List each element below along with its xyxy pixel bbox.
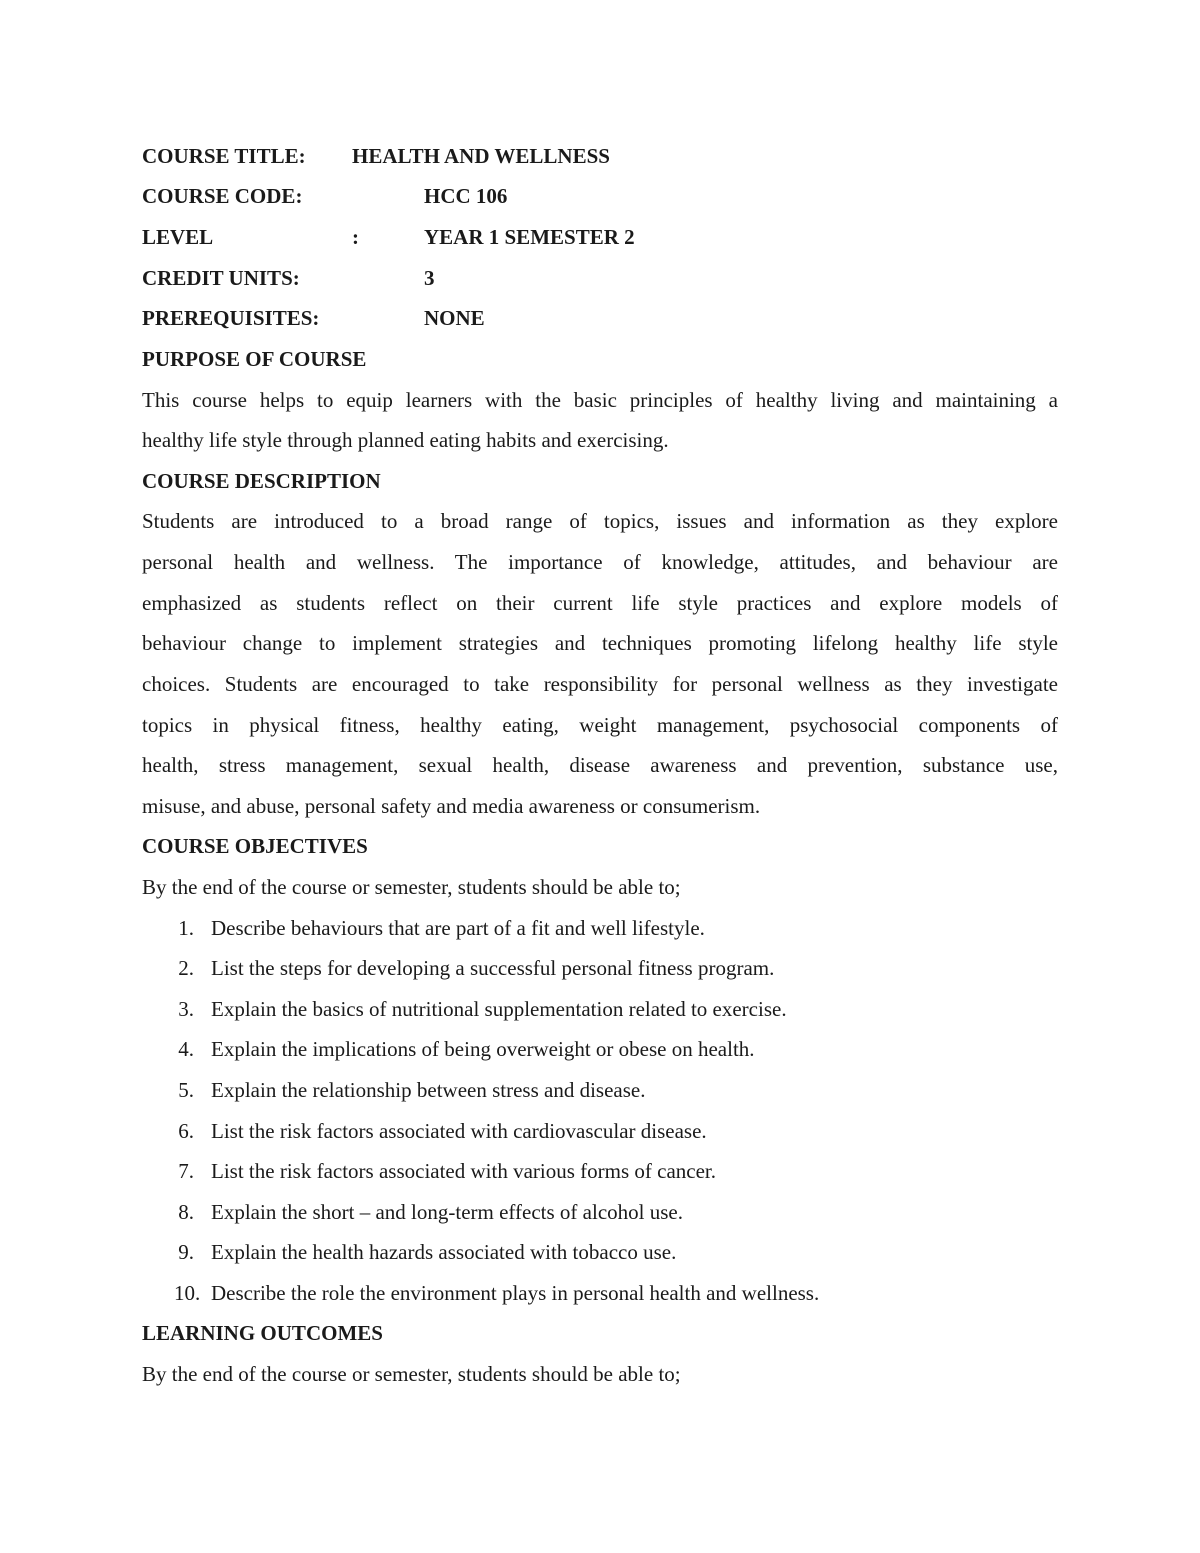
list-item-number: 2. (178, 956, 194, 980)
level-colon: : (352, 225, 359, 249)
list-item-number: 3. (178, 997, 194, 1021)
objectives-heading: COURSE OBJECTIVES (142, 834, 368, 858)
credit-units-label: CREDIT UNITS: (142, 266, 300, 290)
list-item-number: 8. (178, 1200, 194, 1224)
purpose-heading: PURPOSE OF COURSE (142, 347, 367, 371)
list-item-text: Explain the basics of nutritional supplementation related to exercise. (211, 997, 787, 1021)
list-item-text: Explain the health hazards associated with tobacco use. (211, 1240, 677, 1264)
prerequisites-value: NONE (424, 306, 485, 330)
purpose-line: healthy life style through planned eating habits and exercising. (142, 428, 669, 452)
course-code-value: HCC 106 (424, 184, 508, 208)
description-heading: COURSE DESCRIPTION (142, 469, 381, 493)
list-item-number: 9. (178, 1240, 194, 1264)
description-line: misuse, and abuse, personal safety and media awareness or consumerism. (142, 794, 761, 818)
list-item-text: List the risk factors associated with various forms of cancer. (211, 1159, 717, 1183)
list-item-text: Describe the role the environment plays in personal health and wellness. (211, 1281, 820, 1305)
description-line: health, stress management, sexual health, disease awareness and prevention, substance use, (142, 753, 1058, 777)
list-item-number: 6. (178, 1119, 194, 1143)
objectives-intro: By the end of the course or semester, students should be able to; (142, 875, 681, 899)
list-item-text: List the steps for developing a successful personal fitness program. (211, 956, 775, 980)
course-title-value: HEALTH AND WELLNESS (352, 144, 610, 168)
outcomes-heading: LEARNING OUTCOMES (142, 1321, 383, 1345)
course-title-row (142, 144, 306, 168)
level-label: LEVEL (142, 225, 214, 249)
description-line: behaviour change to implement strategies and techniques promoting lifelong healthy life style (142, 631, 1058, 655)
list-item-number: 4. (178, 1037, 194, 1061)
course-title-label: COURSE TITLE: (142, 144, 306, 168)
outcomes-intro: By the end of the course or semester, students should be able to; (142, 1362, 681, 1386)
list-item-number: 5. (178, 1078, 194, 1102)
list-item-number: 7. (178, 1159, 194, 1183)
list-item-number: 1. (178, 916, 194, 940)
list-item-number: 10. (174, 1281, 201, 1305)
list-item-text: Describe behaviours that are part of a fit and well lifestyle. (211, 916, 705, 940)
list-item-text: Explain the relationship between stress and disease. (211, 1078, 646, 1102)
description-line: Students are introduced to a broad range of topics, issues and information as they explore (142, 509, 1058, 533)
prerequisites-label: PREREQUISITES: (142, 306, 320, 330)
course-code-label: COURSE CODE: (142, 184, 303, 208)
credit-units-value: 3 (424, 266, 435, 290)
purpose-line: This course helps to equip learners with the basic principles of healthy living and maintaining a (142, 388, 1058, 412)
description-line: emphasized as students reflect on their current life style practices and explore models of (142, 591, 1058, 615)
description-line: topics in physical fitness, healthy eating, weight management, psychosocial components of (142, 713, 1058, 737)
list-item-text: Explain the implications of being overweight or obese on health. (211, 1037, 755, 1061)
description-line: choices. Students are encouraged to take responsibility for personal wellness as they investigate (142, 672, 1058, 696)
level-value: YEAR 1 SEMESTER 2 (424, 225, 635, 249)
list-item-text: Explain the short – and long-term effects of alcohol use. (211, 1200, 683, 1224)
description-line: personal health and wellness. The importance of knowledge, attitudes, and behaviour are (142, 550, 1058, 574)
list-item-text: List the risk factors associated with cardiovascular disease. (211, 1119, 707, 1143)
